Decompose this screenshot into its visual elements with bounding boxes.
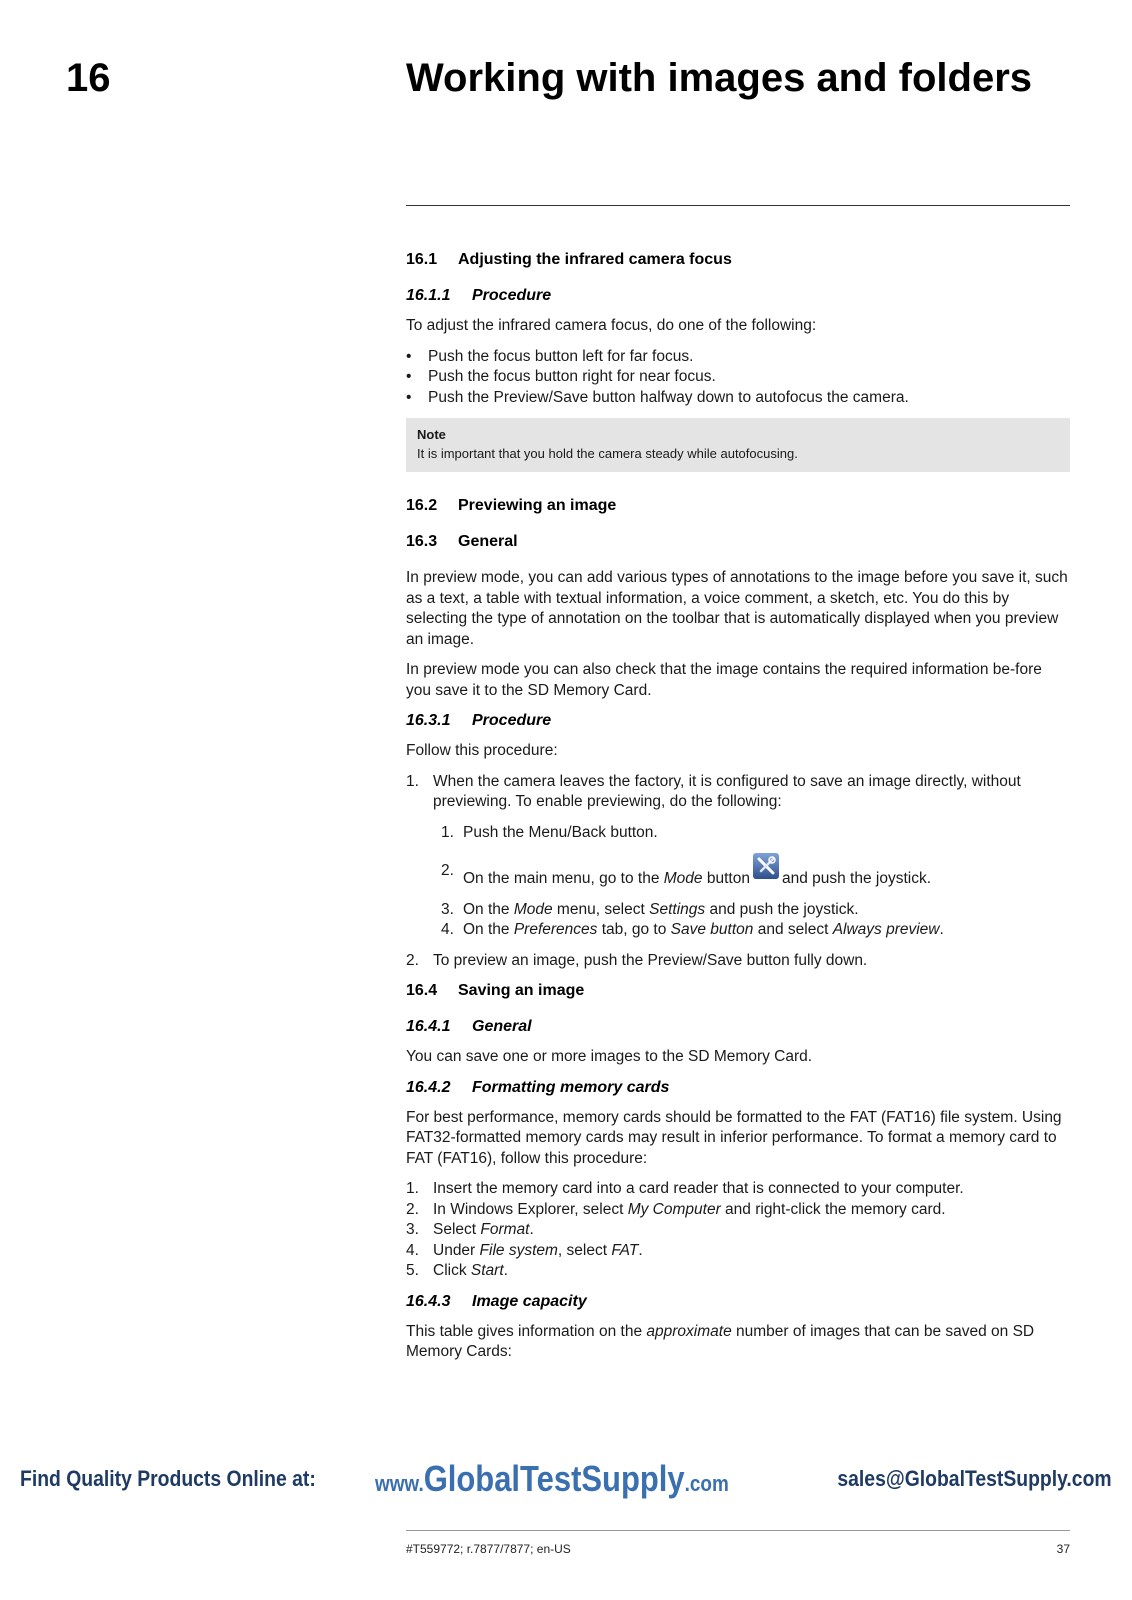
subsection-number: 16.4.2 (406, 1078, 451, 1096)
bullet-icon: • (406, 368, 412, 385)
list-item (406, 1220, 1070, 1241)
subsection-title: Image capacity (472, 1292, 587, 1310)
step-text: Insert the memory card into a card reader that is connected to your computer. (433, 1180, 964, 1197)
step-number: 3. (406, 1221, 419, 1238)
note-text: It is important that you hold the camera steady while autofocusing. (417, 446, 798, 461)
page-number: 37 (1056, 1542, 1070, 1556)
advert-tagline: Find Quality Products Online at: (20, 1466, 316, 1491)
step-number: 4. (406, 1241, 419, 1259)
step-text: . (529, 1221, 534, 1238)
format-intro-text: For best performance, memory cards should be formatted to the FAT (FAT16) file system. Using FAT32-formatted memory cards may result in inferior performance. To format a memory card to FAT (FAT16), follow this procedure: (406, 1108, 1062, 1167)
step-text: On the (463, 900, 514, 918)
list-item-text: Push the focus button right for near focus. (428, 368, 716, 385)
subsection-title: Procedure (472, 712, 552, 729)
website-suffix: .com (684, 1471, 729, 1496)
subsection-number: 16.1.1 (406, 287, 451, 304)
subsection-title: Formatting memory cards (472, 1078, 670, 1096)
step-text: On the main menu, go to the (463, 870, 664, 887)
step-text: In Windows Explorer, select (433, 1200, 628, 1218)
step-text: and right-click the memory card. (720, 1200, 946, 1218)
list-item (406, 951, 1070, 972)
list-item (406, 388, 1070, 409)
step-text: On the (463, 921, 514, 938)
main-content (406, 250, 1070, 1373)
always-preview-term: Always preview (832, 921, 940, 938)
step-text: Select (433, 1221, 481, 1238)
list-item (406, 1179, 1070, 1200)
subsection-title: Procedure (472, 287, 552, 304)
list-item (441, 900, 1070, 921)
list-item (406, 1261, 1070, 1282)
capacity-text (406, 1322, 1070, 1363)
list-item (406, 772, 1070, 941)
step-text: Click (433, 1262, 471, 1279)
list-item-text: Push the Preview/Save button halfway down to autofocus the camera. (428, 388, 909, 406)
chapter-number: 16 (66, 56, 111, 100)
section-number: 16.3 (406, 533, 438, 550)
follow-procedure-text: Follow this procedure: (406, 742, 558, 759)
capacity-text-part: This table gives information on the (406, 1322, 647, 1340)
focus-bullet-list (406, 347, 1070, 409)
subsection-number: 16.4.3 (406, 1292, 451, 1310)
step-text: , select (557, 1241, 612, 1259)
chapter-title: Working with images and folders (406, 56, 1033, 100)
fat-term: FAT (611, 1241, 639, 1259)
document-id: #T559772; r.7877/7877; en-US (406, 1542, 571, 1556)
step-text: . (939, 921, 944, 938)
section-number: 16.1 (406, 251, 438, 268)
mode-term: Mode (663, 870, 703, 887)
footer-divider (406, 1530, 1070, 1531)
preview-paragraph-2: In preview mode you can also check that the image contains the required information be-fore you save it to the SD Memory Card. (406, 661, 1042, 699)
step-number: 5. (406, 1262, 419, 1279)
step-number: 2. (441, 862, 454, 879)
list-item (406, 347, 1070, 368)
format-steps-list (406, 1179, 1070, 1282)
preview-steps-list (406, 772, 1070, 972)
subsection-heading-16-4-1 (406, 1017, 1070, 1037)
preview-paragraph-1: In preview mode, you can add various types of annotations to the image before you save it, such as a text, a table with textual information, a voice comment, a sketch, etc. You do this by selecting the type of annotation on the toolbar that is automatically displayed when you preview an image. (406, 569, 1068, 648)
website-prefix: www. (375, 1471, 424, 1496)
section-heading-16-4 (406, 981, 1070, 1001)
capacity-text-part: number of images that can be saved on SD Memory Cards: (406, 1322, 1035, 1360)
format-term: Format (480, 1221, 530, 1238)
file-system-term: File system (479, 1241, 558, 1259)
subsection-number: 16.4.1 (406, 1018, 451, 1035)
section-title: Previewing an image (458, 497, 617, 514)
step-text: . (638, 1241, 643, 1259)
step-text: When the camera leaves the factory, it is configured to save an image directly, without previewing. To enable previewing, do the following: (433, 772, 1021, 810)
start-term: Start (470, 1262, 504, 1279)
step-number: 1. (406, 1180, 419, 1197)
enable-preview-substeps (441, 823, 1070, 941)
section-heading-16-2 (406, 496, 1070, 516)
list-item-text: Push the focus button left for far focus. (428, 347, 694, 365)
section-title: Adjusting the infrared camera focus (458, 251, 732, 268)
list-item (406, 1241, 1070, 1262)
section-number: 16.2 (406, 497, 438, 514)
subsection-number: 16.3.1 (406, 712, 451, 729)
step-number: 2. (406, 951, 419, 969)
step-number: 1. (441, 823, 454, 841)
step-text: To preview an image, push the Preview/Save button fully down. (433, 951, 868, 969)
step-text: . (503, 1262, 508, 1279)
settings-term: Settings (649, 900, 706, 918)
list-item (441, 920, 1070, 941)
advert-website-link[interactable] (375, 1458, 729, 1500)
subsection-heading-16-4-2 (406, 1078, 1070, 1098)
section-number: 16.4 (406, 982, 438, 999)
subsection-title: General (472, 1018, 532, 1035)
header-divider (406, 205, 1070, 206)
subsection-heading-16-1-1 (406, 286, 1070, 306)
step-number: 4. (441, 921, 454, 938)
step-text: and select (753, 921, 833, 938)
subsection-heading-16-3-1 (406, 711, 1070, 731)
bullet-icon: • (406, 347, 412, 365)
save-general-text: You can save one or more images to the SD Memory Card. (406, 1048, 813, 1065)
step-text: tab, go to (597, 921, 671, 938)
list-item (406, 1200, 1070, 1221)
step-text: button (702, 870, 750, 887)
section-heading-16-3 (406, 532, 1070, 552)
website-brand: GlobalTestSupply (423, 1458, 685, 1499)
section-title: General (458, 533, 518, 550)
list-item (441, 823, 1070, 844)
note-heading: Note (417, 427, 446, 442)
step-number: 1. (406, 772, 419, 790)
subsection-heading-16-4-3 (406, 1292, 1070, 1312)
list-item (406, 367, 1070, 388)
advert-email-link[interactable]: sales@GlobalTestSupply.com (837, 1466, 1112, 1491)
step-text: and push the joystick. (781, 870, 932, 887)
note-box (406, 418, 1070, 472)
step-text: Under (433, 1241, 480, 1259)
focus-intro: To adjust the infrared camera focus, do one of the following: (406, 317, 817, 334)
list-item (441, 861, 1070, 890)
section-heading-16-1 (406, 250, 1070, 270)
advert-banner (0, 1458, 1132, 1502)
approximate-term: approximate (646, 1322, 732, 1340)
save-button-term: Save button (670, 921, 754, 938)
step-text: menu, select (552, 900, 650, 918)
section-title: Saving an image (458, 982, 585, 999)
my-computer-term: My Computer (627, 1200, 721, 1218)
step-number: 2. (406, 1200, 419, 1218)
preferences-term: Preferences (513, 921, 598, 938)
step-text: and push the joystick. (705, 900, 859, 918)
step-number: 3. (441, 900, 454, 918)
step-text: Push the Menu/Back button. (463, 823, 658, 841)
mode-term: Mode (513, 900, 553, 918)
mode-tools-icon (753, 853, 779, 879)
bullet-icon: • (406, 388, 412, 406)
